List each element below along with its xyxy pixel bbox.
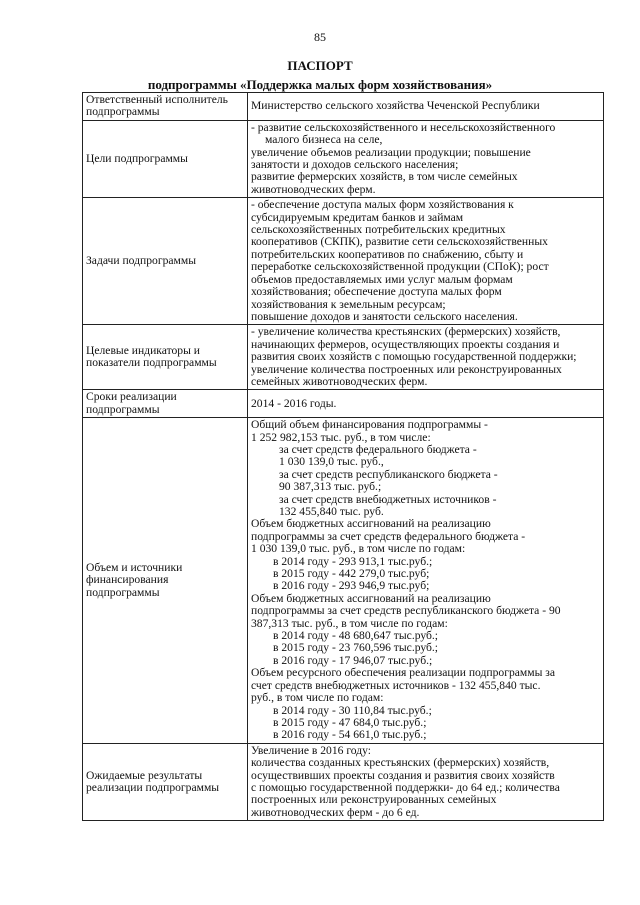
value-line: в 2014 году - 293 913,1 тыс.руб.; bbox=[273, 554, 433, 568]
row-value bbox=[248, 743, 604, 820]
label-line: подпрограммы bbox=[86, 585, 160, 599]
label-line: подпрограммы bbox=[86, 105, 160, 119]
value-line: руб., в том числе по годам: bbox=[251, 691, 384, 705]
value-line: 90 387,313 тыс. руб.; bbox=[279, 480, 382, 494]
row-label bbox=[83, 325, 248, 390]
label-line: Целевые индикаторы и bbox=[86, 343, 200, 357]
value-line: 132 455,840 тыс. руб. bbox=[279, 505, 384, 518]
value-line: в 2014 году - 48 680,647 тыс.руб.; bbox=[273, 629, 439, 643]
value-line: объемов предоставляемых ими услуг малым формам bbox=[251, 272, 513, 286]
page-number: 85 bbox=[314, 30, 326, 44]
value-line: за счет средств республиканского бюджета - bbox=[279, 467, 498, 481]
value-line: занятости и доходов сельского населения; bbox=[251, 158, 459, 172]
row-label bbox=[83, 198, 248, 325]
label-line: показатели подпрограммы bbox=[86, 356, 217, 370]
value-line: Объем ресурсного обеспечения реализации подпрограммы за bbox=[251, 666, 555, 680]
label-line: финансирования bbox=[86, 573, 169, 587]
value-line: подпрограммы за счет средств республиканского бюджета - 90 bbox=[251, 604, 561, 618]
label-line: Сроки реализации bbox=[86, 390, 177, 404]
row-label bbox=[83, 743, 248, 820]
value-line: животноводческих ферм. bbox=[251, 182, 376, 196]
value-line: с помощью государственной поддержки- до 64 ед.; количества bbox=[251, 780, 560, 794]
row-label bbox=[83, 418, 248, 744]
value-line: 2014 - 2016 годы. bbox=[251, 396, 337, 410]
value-line: 1 030 139,0 тыс. руб., в том числе по годам: bbox=[251, 542, 466, 556]
label-line: Задачи подпрограммы bbox=[86, 254, 196, 268]
value-line: в 2015 году - 47 684,0 тыс.руб.; bbox=[273, 715, 427, 729]
table-row-results bbox=[83, 743, 604, 820]
value-line: повышение доходов и занятости сельского населения. bbox=[251, 309, 518, 323]
value-line: за счет средств федерального бюджета - bbox=[279, 442, 477, 456]
row-value bbox=[248, 390, 604, 418]
passport-table bbox=[82, 92, 604, 821]
value-line: в 2015 году - 442 279,0 тыс.руб; bbox=[273, 567, 430, 581]
value-line: Общий объем финансирования подпрограммы - bbox=[251, 418, 488, 432]
value-line: 1 252 982,153 тыс. руб., в том числе: bbox=[251, 430, 431, 444]
label-line: реализации подпрограммы bbox=[86, 780, 220, 794]
value-line: в 2016 году - 54 661,0 тыс.руб.; bbox=[273, 728, 427, 742]
table-row-tasks bbox=[83, 198, 604, 325]
value-line: построенных или реконструированных семейных bbox=[251, 793, 497, 807]
label-line: подпрограммы bbox=[86, 402, 160, 416]
table-row-goals bbox=[83, 120, 604, 197]
value-line: Объем бюджетных ассигнований на реализацию bbox=[251, 517, 491, 531]
document-subtitle: подпрограммы «Поддержка малых форм хозяйствования» bbox=[147, 77, 493, 92]
table-row-indicators bbox=[83, 325, 604, 390]
value-line: развитие фермерских хозяйств, в том числе семейных bbox=[251, 170, 518, 184]
value-line: 1 030 139,0 тыс. руб., bbox=[279, 455, 384, 469]
row-value bbox=[248, 93, 604, 121]
value-line: субсидируемым кредитам банков и займам bbox=[251, 210, 464, 224]
value-line: подпрограммы за счет средств федерального бюджета - bbox=[251, 529, 526, 543]
value-line: - развитие сельскохозяйственного и несельскохозяйственного bbox=[251, 120, 556, 134]
value-line: Объем бюджетных ассигнований на реализацию bbox=[251, 591, 491, 605]
row-label bbox=[83, 93, 248, 121]
value-line: - увеличение количества крестьянских (фермерских) хозяйств, bbox=[251, 325, 561, 339]
row-label bbox=[83, 390, 248, 418]
label-line: Ожидаемые результаты bbox=[86, 768, 203, 782]
value-line: количества созданных крестьянских (фермерских) хозяйств, bbox=[251, 756, 550, 770]
row-value bbox=[248, 120, 604, 197]
value-line: животноводческих ферм - до 6 ед. bbox=[251, 805, 420, 819]
row-value bbox=[248, 418, 604, 744]
value-line: переработке сельскохозяйственной продукции (СПоК); рост bbox=[251, 260, 549, 274]
value-line: хозяйствования к земельным ресурсам; bbox=[251, 297, 446, 311]
label-line: Ответственный исполнитель bbox=[86, 93, 228, 106]
value-line: осуществивших проекты создания и развития своих хозяйств bbox=[251, 768, 555, 782]
label-line: Объем и источники bbox=[86, 560, 183, 574]
value-line: увеличение объемов реализации продукции; повышение bbox=[251, 145, 531, 159]
table-row-executor bbox=[83, 93, 604, 121]
value-line: в 2016 году - 293 946,9 тыс.руб; bbox=[273, 579, 430, 593]
value-line: счет средств внебюджетных источников - 132 455,840 тыс. bbox=[251, 678, 541, 692]
value-line: малого бизнеса на селе, bbox=[265, 133, 383, 147]
value-line: за счет средств внебюджетных источников - bbox=[279, 492, 497, 506]
value-line: в 2015 году - 23 760,596 тыс.руб.; bbox=[273, 641, 439, 655]
value-line: потребительских кооперативов по снабжению, сбыту и bbox=[251, 247, 524, 261]
value-line: Министерство сельского хозяйства Чеченской Республики bbox=[251, 99, 540, 113]
row-value bbox=[248, 325, 604, 390]
row-label bbox=[83, 120, 248, 197]
value-line: семейных животноводческих ферм. bbox=[251, 374, 428, 388]
value-line: сельскохозяйственных потребительских кредитных bbox=[251, 223, 506, 237]
value-line: - обеспечение доступа малых форм хозяйствования к bbox=[251, 198, 514, 212]
table-row-terms bbox=[83, 390, 604, 418]
value-line: развития своих хозяйств с помощью государственной поддержки; bbox=[251, 350, 577, 364]
row-value bbox=[248, 198, 604, 325]
document-title: ПАСПОРТ bbox=[287, 58, 353, 73]
value-line: начинающих фермеров, осуществляющих проекты создания и bbox=[251, 337, 560, 351]
value-line: кооперативов (СКПК), развитие сети сельскохозяйственных bbox=[251, 235, 548, 249]
value-line: в 2014 году - 30 110,84 тыс.руб.; bbox=[273, 703, 432, 717]
value-line: хозяйствования; обеспечение доступа малых форм bbox=[251, 285, 502, 299]
table-row-financing bbox=[83, 418, 604, 744]
label-line: Цели подпрограммы bbox=[86, 151, 188, 165]
value-line: увеличение количества построенных или реконструированных bbox=[251, 362, 562, 376]
value-line: в 2016 году - 17 946,07 тыс.руб.; bbox=[273, 653, 433, 667]
value-line: Увеличение в 2016 году: bbox=[251, 743, 372, 757]
value-line: 387,313 тыс. руб., в том числе по годам: bbox=[251, 616, 448, 630]
